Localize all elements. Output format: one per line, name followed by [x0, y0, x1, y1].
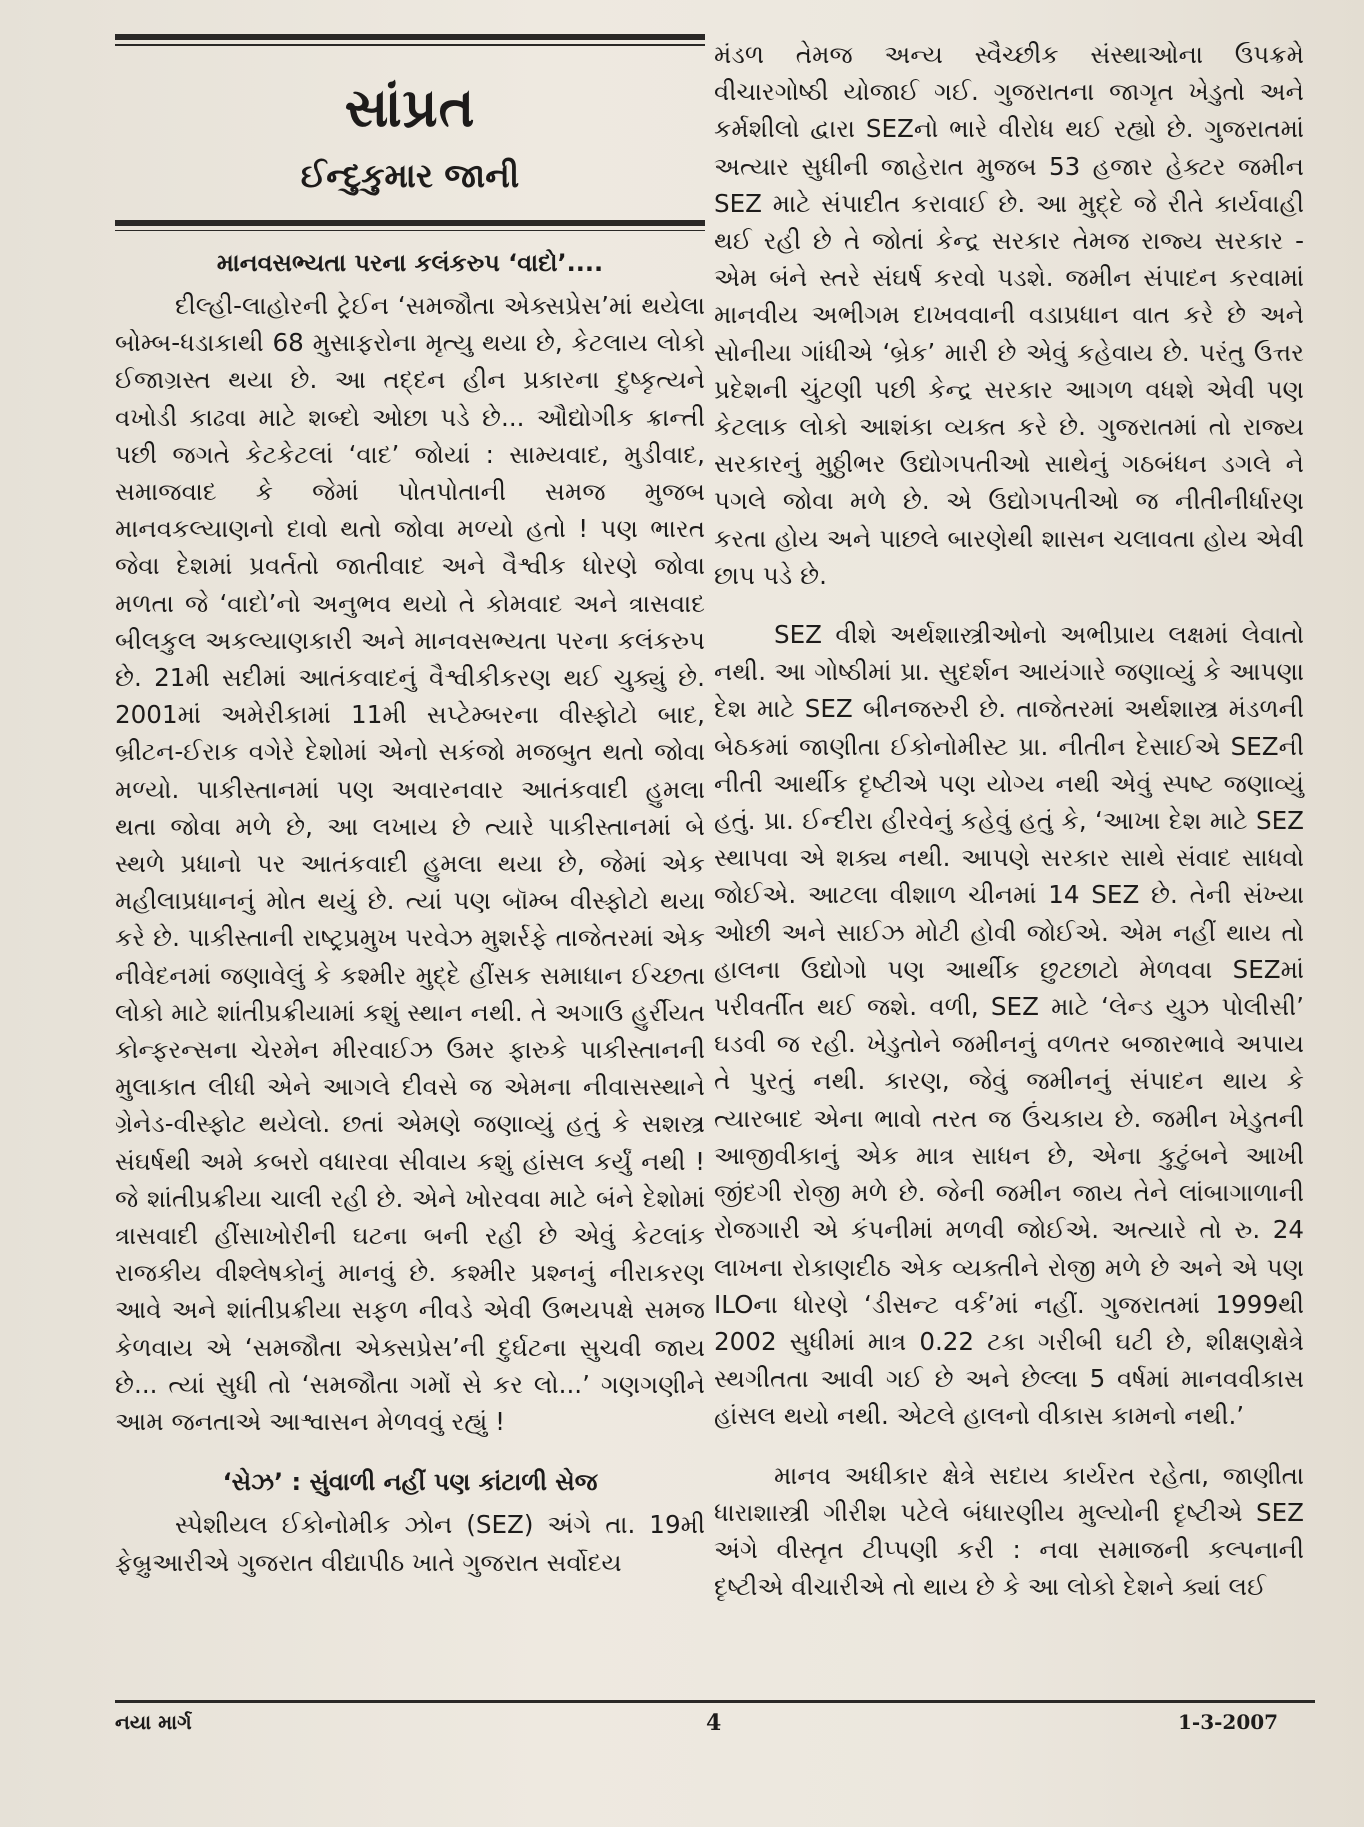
column-title: સાંપ્રત	[344, 75, 476, 139]
section2-paragraph1-continued: મંડળ તેમજ અન્ય સ્વૈચ્છીક સંસ્થાઓના ઉપક્રમે વીચારગોષ્ઠી યોજાઈ ગઈ. ગુજરાતના જાગૃત ખેડુતો અને કર્મશીલો દ્વારા SEZનો ભારે વીરોધ થઈ રહ્યો છે. ગુજરાતમાં અત્યાર સુધીની જાહેરાત મુજબ 53 હજાર હેક્ટર જમીન SEZ માટે સંપાદીત કરાવાઈ છે. આ મુદ્દે જે રીતે કાર્યવાહી થઈ રહી છે તે જોતાં કેન્દ્ર સરકાર તેમજ રાજ્ય સરકાર - એમ બંને સ્તરે સંઘર્ષ કરવો પડશે. જમીન સંપાદન કરવામાં માનવીય અભીગમ દાખવવાની વડાપ્રધાન વાત કરે છે અને સોનીયા ગાંધીએ ‘બ્રેક’ મારી છે એવું કહેવાય છે. પરંતુ ઉત્તર પ્રદેશની ચુંટણી પછી કેન્દ્ર સરકાર આગળ વધશે એવી પણ કેટલાક લોકો આશંકા વ્યક્ત કરે છે. ગુજરાતમાં તો રાજ્ય સરકારનું મુઠ્ઠીભર ઉદ્યોગપતીઓ સાથેનું ગઠબંધન ડગલે ને પગલે જોવા મળે છે. એ ઉદ્યોગપતીઓ જ નીતીનીર્ધારણ કરતા હોય અને પાછલે બારણેથી શાસન ચલાવતા હોય એવી છાપ પડે છે.	[714, 40, 1304, 590]
right-column	[714, 36, 1304, 1605]
section2-heading: ‘સેઝ’ : સુંવાળી નહીં પણ કાંટાળી સેજ	[222, 1468, 598, 1497]
footer-publication: નયા માર્ગ	[115, 1710, 192, 1734]
header-rule-bottom	[115, 220, 705, 226]
header-rule-top	[115, 34, 705, 40]
section1-heading: માનવસભ્યતા પરના કલંકરુપ ‘વાદો’....	[216, 249, 604, 277]
left-column	[115, 34, 705, 1581]
footer-page-number: 4	[706, 1710, 722, 1736]
section1-paragraph: દીલ્હી-લાહોરની ટ્રેઈન ‘સમજૌતા એક્સપ્રેસ’માં થયેલા બોમ્બ-ધડાકાથી 68 મુસાફરોના મૃત્યુ થયા છે, કેટલાય લોકો ઈજાગ્રસ્ત થયા છે. આ તદ્દન હીન પ્રકારના દુષ્કૃત્યને વખોડી કાઢવા માટે શબ્દો ઓછા પડે છે... ઔદ્યોગીક ક્રાન્તી પછી જગતે કેટકેટલાં ‘વાદ’ જોયાં : સામ્યવાદ, મુડીવાદ, સમાજવાદ કે જેમાં પોતપોતાની સમજ મુજબ માનવકલ્યાણનો દાવો થતો જોવા મળ્યો હતો ! પણ ભારત જેવા દેશમાં પ્રવર્તતો જાતીવાદ અને વૈશ્વીક ધોરણે જોવા મળતા જે ‘વાદો’નો અનુભવ થયો તે કોમવાદ અને ત્રાસવાદ બીલકુલ અકલ્યાણકારી અને માનવસભ્યતા પરના કલંકરુપ છે. 21મી સદીમાં આતંકવાદનું વૈશ્વીકીકરણ થઈ ચુક્યું છે. 2001માં અમેરીકામાં 11મી સપ્ટેમ્બરના વીસ્ફોટો બાદ, બ્રીટન-ઈરાક વગેરે દેશોમાં એનો સકંજો મજબુત થતો જોવા મળ્યો. પાકીસ્તાનમાં પણ અવારનવાર આતંકવાદી હુમલા થતા જોવા મળે છે, આ લખાય છે ત્યારે પાકીસ્તાનમાં બે સ્થળે પ્રધાનો પર આતંકવાદી હુમલા થયા છે, જેમાં એક મહીલાપ્રધાનનું મોત થયું છે. ત્યાં પણ બૉમ્બ વીસ્ફોટો થયા કરે છે. પાકીસ્તાની રાષ્ટ્રપ્રમુખ પરવેઝ મુશર્રફે તાજેતરમાં એક નીવેદનમાં જણાવેલું કે કશ્મીર મુદ્દે હીંસક સમાધાન ઈચ્છતા લોકો માટે શાંતીપ્રક્રીયામાં કશું સ્થાન નથી. તે અગાઉ હુર્રીયત કોન્ફરન્સના ચેરમેન મીરવાઈઝ ઉમર ફારુકે પાકીસ્તાનની મુલાકાત લીધી એને આગલે દીવસે જ એમના નીવાસસ્થાને ગ્રેનેડ-વીસ્ફોટ થયેલો. છતાં એમણે જણાવ્યું હતું કે સશસ્ત્ર સંઘર્ષથી અમે કબરો વધારવા સીવાય કશું હાંસલ કર્યું નથી ! જે શાંતીપ્રક્રીયા ચાલી રહી છે. એને ખોરવવા માટે બંને દેશોમાં ત્રાસવાદી હીંસાખોરીની ઘટના બની રહી છે એવું કેટલાંક રાજકીય વીશ્લેષકોનું માનવું છે. કશ્મીર પ્રશ્નનું નીરાકરણ આવે અને શાંતીપ્રક્રીયા સફળ નીવડે એવી ઉભયપક્ષે સમજ કેળવાય એ ‘સમજૌતા એક્સપ્રેસ’ની દુર્ઘટના સુચવી જાય છે... ત્યાં સુધી તો ‘સમજૌતા ગમોં સે કર લો...’ ગણગણીને આમ જનતાએ આશ્વાસન મેળવવું રહ્યું !	[115, 291, 705, 1437]
header-rule-top-thin	[115, 44, 705, 46]
footer-rule	[115, 1700, 1315, 1703]
section2-paragraph2: SEZ વીશે અર્થશાસ્ત્રીઓનો અભીપ્રાય લક્ષમાં લેવાતો નથી. આ ગોષ્ઠીમાં પ્રા. સુદર્શન આયંગારે જણાવ્યું કે આપણા દેશ માટે SEZ બીનજરુરી છે. તાજેતરમાં અર્થશાસ્ત્ર મંડળની બેઠકમાં જાણીતા ઈકોનોમીસ્ટ પ્રા. નીતીન દેસાઈએ SEZની નીતી આર્થીક દૃષ્ટીએ પણ યોગ્ય નથી એવું સ્પષ્ટ જણાવ્યું હતું. પ્રા. ઈન્દીરા હીરવેનું કહેવું હતું કે, ‘આખા દેશ માટે SEZ સ્થાપવા એ શક્ય નથી. આપણે સરકાર સાથે સંવાદ સાધવો જોઈએ. આટલા વીશાળ ચીનમાં 14 SEZ છે. તેની સંખ્યા ઓછી અને સાઈઝ મોટી હોવી જોઈએ. એમ નહીં થાય તો હાલના ઉદ્યોગો પણ આર્થીક છુટછાટો મેળવવા SEZમાં પરીવર્તીત થઈ જશે. વળી, SEZ માટે ‘લેન્ડ યુઝ પોલીસી’ ઘડવી જ રહી. ખેડુતોને જમીનનું વળતર બજારભાવે અપાય તે પુરતું નથી. કારણ, જેવું જમીનનું સંપાદન થાય કે ત્યારબાદ એના ભાવો તરત જ ઉંચકાય છે. જમીન ખેડુતની આજીવીકાનું એક માત્ર સાધન છે, એના કુટુંબને આખી જીંદગી રોજી મળે છે. જેની જમીન જાય તેને લાંબાગાળાની રોજગારી એ કંપનીમાં મળવી જોઈએ. અત્યારે તો રુ. 24 લાખના રોકાણદીઠ એક વ્યક્તીને રોજી મળે છે અને એ પણ ILOના ધોરણે ‘ડીસન્ટ વર્ક’માં નહીં. ગુજરાતમાં 1999થી 2002 સુધીમાં માત્ર 0.22 ટકા ગરીબી ઘટી છે, શીક્ષણક્ષેત્રે સ્થગીતતા આવી ગઈ છે અને છેલ્લા 5 વર્ષમાં માનવવીકાસ હાંસલ થયો નથી. એટલે હાલનો વીકાસ કામનો નથી.’	[714, 620, 1304, 1431]
header-rule-bottom-thin	[115, 230, 705, 232]
author-name: ઈન્દુકુમાર જાની	[300, 155, 520, 195]
footer-date: 1-3-2007	[1178, 1710, 1279, 1734]
section2-paragraph3: માનવ અધીકાર ક્ષેત્રે સદાય કાર્યરત રહેતા, જાણીતા ધારાશાસ્ત્રી ગીરીશ પટેલે બંધારણીય મુલ્યોની દૃષ્ટીએ SEZ અંગે વીસ્તૃત ટીપ્પણી કરી : નવા સમાજની કલ્પનાની દૃષ્ટીએ વીચારીએ તો થાય છે કે આ લોકો દેશને ક્યાં લઈ	[714, 1460, 1304, 1602]
section2-paragraph1-start: સ્પેશીયલ ઈકોનોમીક ઝોન (SEZ) અંગે તા. 19મી ફેબ્રુઆરીએ ગુજરાત વીદ્યાપીઠ ખાતે ગુજરાત સર્વોદય	[115, 1510, 705, 1577]
